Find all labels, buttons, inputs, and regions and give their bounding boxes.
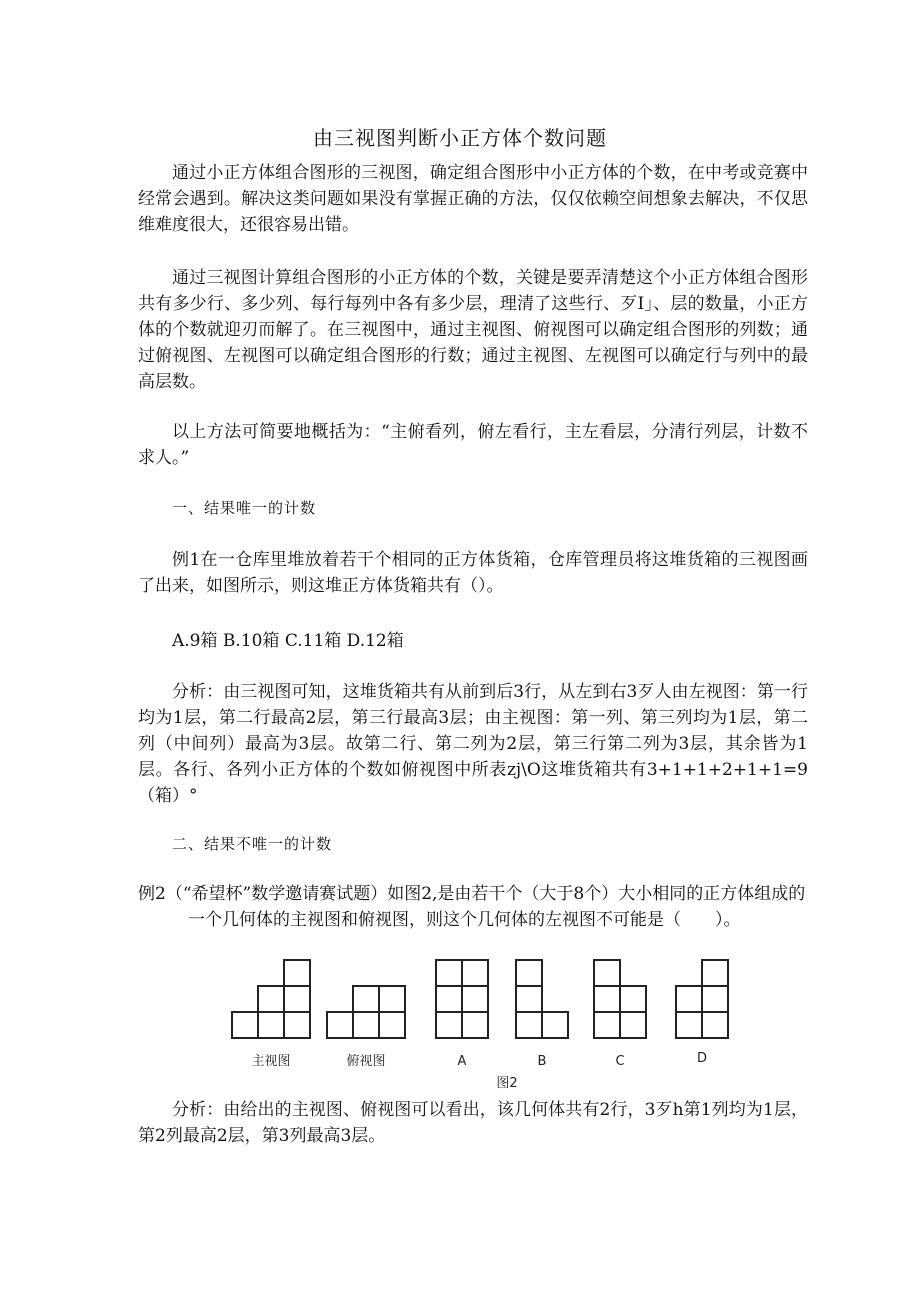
front-view-drawing: [232, 960, 310, 1038]
intro-paragraph-3: 以上方法可简要地概括为：“主俯看列，俯左看行，主左看层，分清行列层，计数不求人。”: [138, 422, 808, 468]
example-1-options: A.9箱 B.10箱 C.11箱 D.12箱: [172, 631, 404, 651]
option-a-drawing: [436, 960, 488, 1038]
figure-caption: 图2: [496, 1076, 518, 1091]
intro-paragraph-2: 通过三视图计算组合图形的小正方体的个数，关键是要弄清楚这个小正方体组合图形共有多少行、多少列、每行每列中各有多少层，理清了这些行、歹I」、层的数量，小正方体的个数就迎刃而解了。在三视图中，通过主视图、俯视图可以确定组合图形的列数；通过俯视图、左视图可以确定组合图形的行数；通过主视图、左视图可以确定行与列中的最高层数。: [138, 268, 808, 392]
intro-paragraph-1: 通过小正方体组合图形的三视图，确定组合图形中小正方体的个数，在中考或竞赛中经常会遇到。解决这类问题如果没有掌握正确的方法，仅仅依赖空间想象去解决，不仅思维难度很大，还很容易出错。: [138, 163, 808, 235]
option-d-drawing: [676, 960, 728, 1038]
analysis-2-text: 分析：由给出的主视图、俯视图可以看出，该几何体共有2行，3歹h第1列均为1层，第2列最高2层，第3列最高3层。: [138, 1100, 808, 1146]
top-view-drawing: [327, 986, 405, 1038]
label-option-b: B: [537, 1054, 547, 1069]
option-b-drawing: [516, 960, 568, 1038]
label-option-c: C: [615, 1054, 625, 1069]
document-title: 由三视图判断小正方体个数问题: [313, 126, 607, 150]
section-heading-1: 一、结果唯一的计数: [172, 499, 317, 517]
example-1-text: 例1在一仓库里堆放着若干个相同的正方体货箱，仓库管理员将这堆货箱的三视图画了出来，如图所示，则这堆正方体货箱共有（）。: [138, 550, 808, 596]
label-option-a: A: [457, 1054, 467, 1069]
label-front-view: 主视图: [251, 1054, 291, 1069]
label-option-d: D: [696, 1051, 708, 1066]
figure-2: [220, 952, 740, 1092]
example-2-text: 例2（“希望杯”数学邀请赛试题）如图2,是由若干个（大于8个）大小相同的正方体组成的一个几何体的主视图和俯视图，则这个几何体的左视图不可能是（ ）。: [138, 884, 806, 930]
option-c-drawing: [594, 960, 646, 1038]
analysis-1-text: 分析：由三视图可知，这堆货箱共有从前到后3行，从左到右3歹人由左视图：第一行均为1层，第二行最高2层，第三行最高3层；由主视图：第一列、第三列均为1层，第二列（中间列）最高为3层。故第二行、第二列为2层，第三行第二列为3层，其余皆为1层。各行、各列小正方体的个数如俯视图中所表zj\O这堆货箱共有3+1+1+2+1+1=9（箱）°: [138, 682, 808, 806]
label-top-view: 俯视图: [346, 1054, 386, 1069]
section-heading-2: 二、结果不唯一的计数: [172, 835, 333, 853]
